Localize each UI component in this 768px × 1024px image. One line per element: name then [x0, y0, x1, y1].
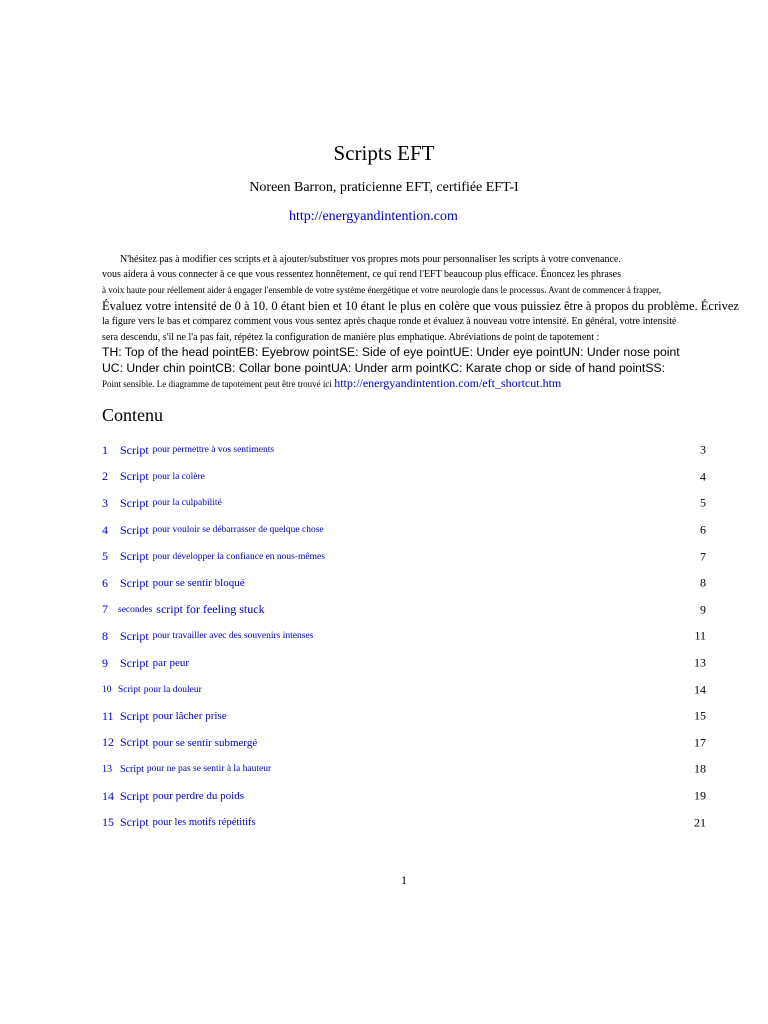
- toc-entry[interactable]: [102, 756, 706, 783]
- page-number: 1: [401, 873, 407, 887]
- toc-entry[interactable]: [102, 490, 706, 517]
- website-link[interactable]: http://energyandintention.com: [289, 209, 458, 224]
- toc-entry-script: Script: [120, 495, 149, 510]
- toc-entry-script: Script: [120, 628, 149, 643]
- toc-entry-page: 11: [694, 628, 706, 643]
- toc-entry-number: 10: [102, 684, 112, 695]
- intro-line: la figure vers le bas et comparez comment vous vous sentez après chaque ronde et évaluez à nouveau votre intensité. En général, votre intensité: [102, 316, 677, 328]
- toc-entry-number: 14: [102, 788, 114, 803]
- toc-entry[interactable]: [102, 650, 706, 677]
- toc-entry-title: pour permettre à vos sentiments: [152, 445, 275, 456]
- document-author: Noreen Barron, praticienne EFT, certifiée EFT-I: [249, 180, 519, 195]
- intro-line-with-link: [102, 376, 712, 392]
- toc-entry-page: 17: [694, 735, 706, 750]
- toc-entry-page: 8: [700, 575, 706, 590]
- toc-entry-number: 8: [102, 628, 108, 643]
- toc-entry[interactable]: [102, 570, 706, 597]
- intro-line: N'hésitez pas à modifier ces scripts et à ajouter/substituer vos propres mots pour personnaliser les scripts à votre convenance.: [120, 254, 621, 265]
- toc-entry-title: pour la douleur: [143, 684, 202, 695]
- toc-entry[interactable]: [102, 783, 706, 810]
- toc-entry-title: pour se sentir submergé: [152, 736, 258, 749]
- toc-entry-script: Script: [120, 815, 149, 830]
- toc-entry-number: 9: [102, 655, 108, 670]
- toc-entry-script: Script: [120, 549, 149, 564]
- toc-entry-number: 13: [102, 763, 112, 775]
- toc-entry-title: pour les motifs répétitifs: [152, 817, 256, 829]
- toc-entry-script: Script: [120, 708, 149, 723]
- toc-entry-page: 7: [700, 549, 706, 564]
- toc-entry-script: secondes: [118, 604, 153, 615]
- toc-entry[interactable]: [102, 623, 706, 650]
- toc-entry-title: pour développer la confiance en nous-mêmes: [152, 551, 325, 562]
- toc-entry-script: Script: [120, 735, 149, 750]
- toc-entry[interactable]: [102, 517, 706, 544]
- toc-entry-number: 1: [102, 442, 108, 457]
- toc-entry-page: 13: [694, 655, 706, 670]
- toc-entry-script: Script: [120, 655, 149, 670]
- intro-line: Point sensible. Le diagramme de tapotement peut être trouvé ici: [102, 379, 332, 390]
- toc-entry-number: 11: [102, 708, 114, 723]
- toc-entry-script: Script: [120, 788, 149, 803]
- toc-entry-page: 4: [700, 469, 706, 484]
- toc-entry-number: 5: [102, 549, 108, 564]
- toc-entry[interactable]: [102, 437, 706, 464]
- toc-entry-script: Script: [120, 763, 144, 775]
- intro-line: TH: Top of the head pointEB: Eyebrow pointSE: Side of eye pointUE: Under eye pointUN: Under nose point: [102, 345, 680, 360]
- toc-entry[interactable]: [102, 464, 706, 491]
- toc-entry-number: 6: [102, 575, 108, 590]
- toc-entry-number: 12: [102, 735, 114, 750]
- toc-entry-title: pour perdre du poids: [152, 790, 245, 803]
- toc-entry-page: 5: [700, 495, 706, 510]
- toc-entry-page: 15: [694, 708, 706, 723]
- document-title: Scripts EFT: [333, 141, 435, 165]
- toc-entry-page: 9: [700, 602, 706, 617]
- toc-entry-title: pour travailler avec des souvenirs intenses: [152, 631, 314, 642]
- toc-entry-page: 6: [700, 522, 706, 537]
- toc-entry-title: pour la culpabilité: [152, 498, 222, 509]
- toc-entry-number: 15: [102, 815, 114, 830]
- toc-entry-title: par peur: [152, 657, 190, 670]
- toc-entry[interactable]: [102, 597, 706, 624]
- toc-entry-number: 4: [102, 522, 108, 537]
- toc-entry-script: Script: [120, 469, 149, 484]
- intro-line: vous aidera à vous connecter à ce que vous ressentez honnêtement, ce qui rend l'EFT beaucoup plus efficace. Énoncez les phrases: [102, 269, 622, 281]
- toc-entry-page: 21: [694, 815, 706, 830]
- toc-entry-page: 19: [694, 788, 706, 803]
- intro-line: à voix haute pour réellement aider à engager l'ensemble de votre système énergétique et votre neurologie dans le processus. Avant de commencer à frapper,: [102, 284, 661, 295]
- toc-entry-script: Script: [120, 522, 149, 537]
- table-of-contents: [102, 437, 706, 836]
- toc-entry[interactable]: [102, 809, 706, 836]
- toc-entry-page: 18: [694, 761, 706, 776]
- toc-entry-title: pour se sentir bloqué: [152, 577, 245, 590]
- intro-line: UC: Under chin pointCB: Collar bone pointUA: Under arm pointKC: Karate chop or side of hand pointSS:: [102, 360, 665, 375]
- toc-entry-script: Script: [118, 684, 141, 695]
- toc-entry[interactable]: [102, 676, 706, 703]
- toc-entry[interactable]: [102, 730, 706, 757]
- toc-entry-page: 14: [694, 682, 706, 697]
- toc-heading: Contenu: [102, 405, 163, 425]
- toc-entry[interactable]: [102, 543, 706, 570]
- intro-line: sera descendu, s'il ne l'a pas fait, répétez la configuration de manière plus emphatique. Abréviations de point de tapotement :: [102, 331, 600, 343]
- shortcut-link[interactable]: http://energyandintention.com/eft_shortcut.htm: [334, 376, 562, 391]
- toc-entry-title: pour vouloir se débarrasser de quelque chose: [152, 525, 324, 536]
- toc-entry-script: Script: [120, 442, 149, 457]
- intro-paragraph: [102, 252, 739, 392]
- toc-entry-number: 2: [102, 469, 108, 484]
- toc-entry-script: Script: [120, 575, 149, 590]
- toc-entry-title: pour la colère: [152, 471, 205, 482]
- toc-entry-title: script for feeling stuck: [156, 602, 265, 617]
- intro-line: Évaluez votre intensité de 0 à 10. 0 étant bien et 10 étant le plus en colère que vous puissiez être à propos du problème. Écrivez: [102, 299, 739, 314]
- toc-entry[interactable]: [102, 703, 706, 730]
- toc-entry-page: 3: [700, 442, 706, 457]
- toc-entry-number: 7: [102, 602, 108, 617]
- toc-entry-title: pour lâcher prise: [152, 710, 227, 723]
- toc-entry-number: 3: [102, 495, 108, 510]
- toc-entry-title: pour ne pas se sentir à la hauteur: [146, 764, 272, 775]
